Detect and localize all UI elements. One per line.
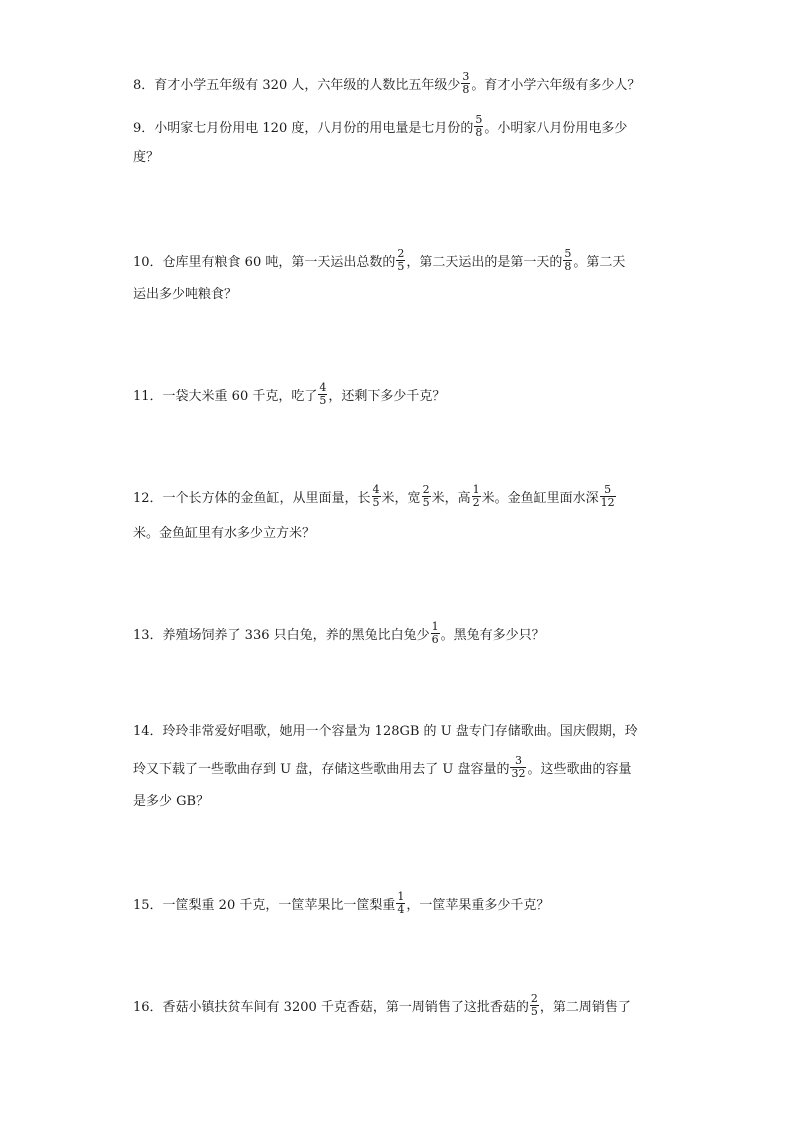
fraction-denominator: 4: [397, 903, 405, 916]
problem-line: [133, 722, 663, 742]
fraction-numerator: 2: [397, 247, 405, 260]
problem-text: 玲又下载了一些歌曲存到 U 盘，存储这些歌曲用去了 U 盘容量的: [133, 762, 510, 777]
problem-line: [133, 792, 663, 812]
problem-text: 14．玲玲非常爱好唱歌，她用一个容量为 128GB 的 U 盘专门存储歌曲。国庆假期，玲: [133, 724, 638, 739]
problem-line: [133, 70, 663, 96]
fraction-denominator: 12: [600, 496, 615, 509]
fraction-numerator: 2: [530, 992, 538, 1005]
problem-text: 是多少 GB？: [133, 794, 210, 809]
problem-line: [133, 148, 663, 168]
fraction-numerator: 1: [397, 890, 405, 903]
problem-line: [133, 285, 663, 305]
fraction: [530, 993, 539, 1018]
fraction: [563, 248, 572, 273]
fraction-numerator: 1: [431, 620, 439, 633]
fraction-numerator: 3: [514, 754, 522, 767]
fraction: [396, 891, 405, 916]
problem-text: 11．一袋大米重 60 千克，吃了: [133, 389, 318, 404]
fraction-numerator: 4: [319, 381, 327, 394]
problem-line: [133, 113, 663, 139]
problem-text: ，还剩下多少千克？: [328, 389, 446, 404]
fraction: [372, 484, 381, 509]
problem-text: ，一筐苹果重多少千克？: [406, 898, 550, 913]
problem-line: [133, 620, 663, 646]
fraction: [474, 114, 483, 139]
problem-text: 10．仓库里有粮食 60 吨，第一天运出总数的: [133, 255, 396, 270]
problem-text: 米。金鱼缸里面水深: [481, 491, 599, 506]
fraction: [431, 621, 440, 646]
fraction-numerator: 4: [372, 483, 380, 496]
problem-text: 。育才小学六年级有多少人？: [471, 78, 641, 93]
fraction-denominator: 5: [319, 394, 327, 407]
problem-text: 16．香菇小镇扶贫车间有 3200 千克香菇，第一周销售了这批香菇的: [133, 1000, 529, 1015]
problem-text: 度？: [133, 150, 160, 165]
fraction-numerator: 5: [604, 483, 612, 496]
problem-text: 运出多少吨粮食？: [133, 287, 238, 302]
fraction-numerator: 5: [564, 247, 572, 260]
fraction-denominator: 32: [511, 767, 526, 780]
fraction: [510, 755, 526, 780]
fraction: [396, 248, 405, 273]
problem-text: 米，高: [431, 491, 471, 506]
fraction-denominator: 5: [397, 260, 405, 273]
problem-line: [133, 524, 663, 544]
fraction-denominator: 5: [422, 496, 430, 509]
problem-line: [133, 381, 663, 407]
problem-line: [133, 992, 663, 1018]
fraction-numerator: 2: [422, 483, 430, 496]
problem-text: 。小明家八月份用电多少: [484, 121, 628, 136]
problem-text: 9．小明家七月份用电 120 度，八月份的用电量是七月份的: [133, 121, 474, 136]
fraction-denominator: 8: [564, 260, 572, 273]
problem-line: [133, 247, 663, 273]
fraction: [461, 71, 470, 96]
fraction: [422, 484, 431, 509]
fraction: [318, 382, 327, 407]
problem-text: ，第二周销售了: [539, 1000, 631, 1015]
fraction-numerator: 1: [472, 483, 480, 496]
problem-line: [133, 483, 663, 509]
problem-text: 。第二天: [573, 255, 626, 270]
fraction-denominator: 5: [530, 1005, 538, 1018]
problem-text: 8．育才小学五年级有 320 人，六年级的人数比五年级少: [133, 78, 461, 93]
fraction-denominator: 8: [462, 83, 470, 96]
fraction-denominator: 2: [472, 496, 480, 509]
problem-line: [133, 754, 663, 780]
problem-text: 。这些歌曲的容量: [527, 762, 632, 777]
fraction-numerator: 5: [475, 113, 483, 126]
problem-text: ，第二天运出的是第一天的: [406, 255, 563, 270]
fraction: [600, 484, 616, 509]
problem-text: 12．一个长方体的金鱼缸，从里面量，长: [133, 491, 371, 506]
problem-text: 13．养殖场饲养了 336 只白兔，养的黑兔比白兔少: [133, 628, 430, 643]
fraction: [472, 484, 481, 509]
problem-text: 米。金鱼缸里有水多少立方米？: [133, 526, 316, 541]
fraction-denominator: 6: [431, 633, 439, 646]
fraction-numerator: 3: [462, 70, 470, 83]
fraction-denominator: 5: [372, 496, 380, 509]
problem-line: [133, 890, 663, 916]
fraction-denominator: 8: [475, 126, 483, 139]
problem-text: 15．一筐梨重 20 千克，一筐苹果比一筐梨重: [133, 898, 396, 913]
problem-text: 米，宽: [381, 491, 421, 506]
problem-text: 。黑兔有多少只？: [440, 628, 545, 643]
